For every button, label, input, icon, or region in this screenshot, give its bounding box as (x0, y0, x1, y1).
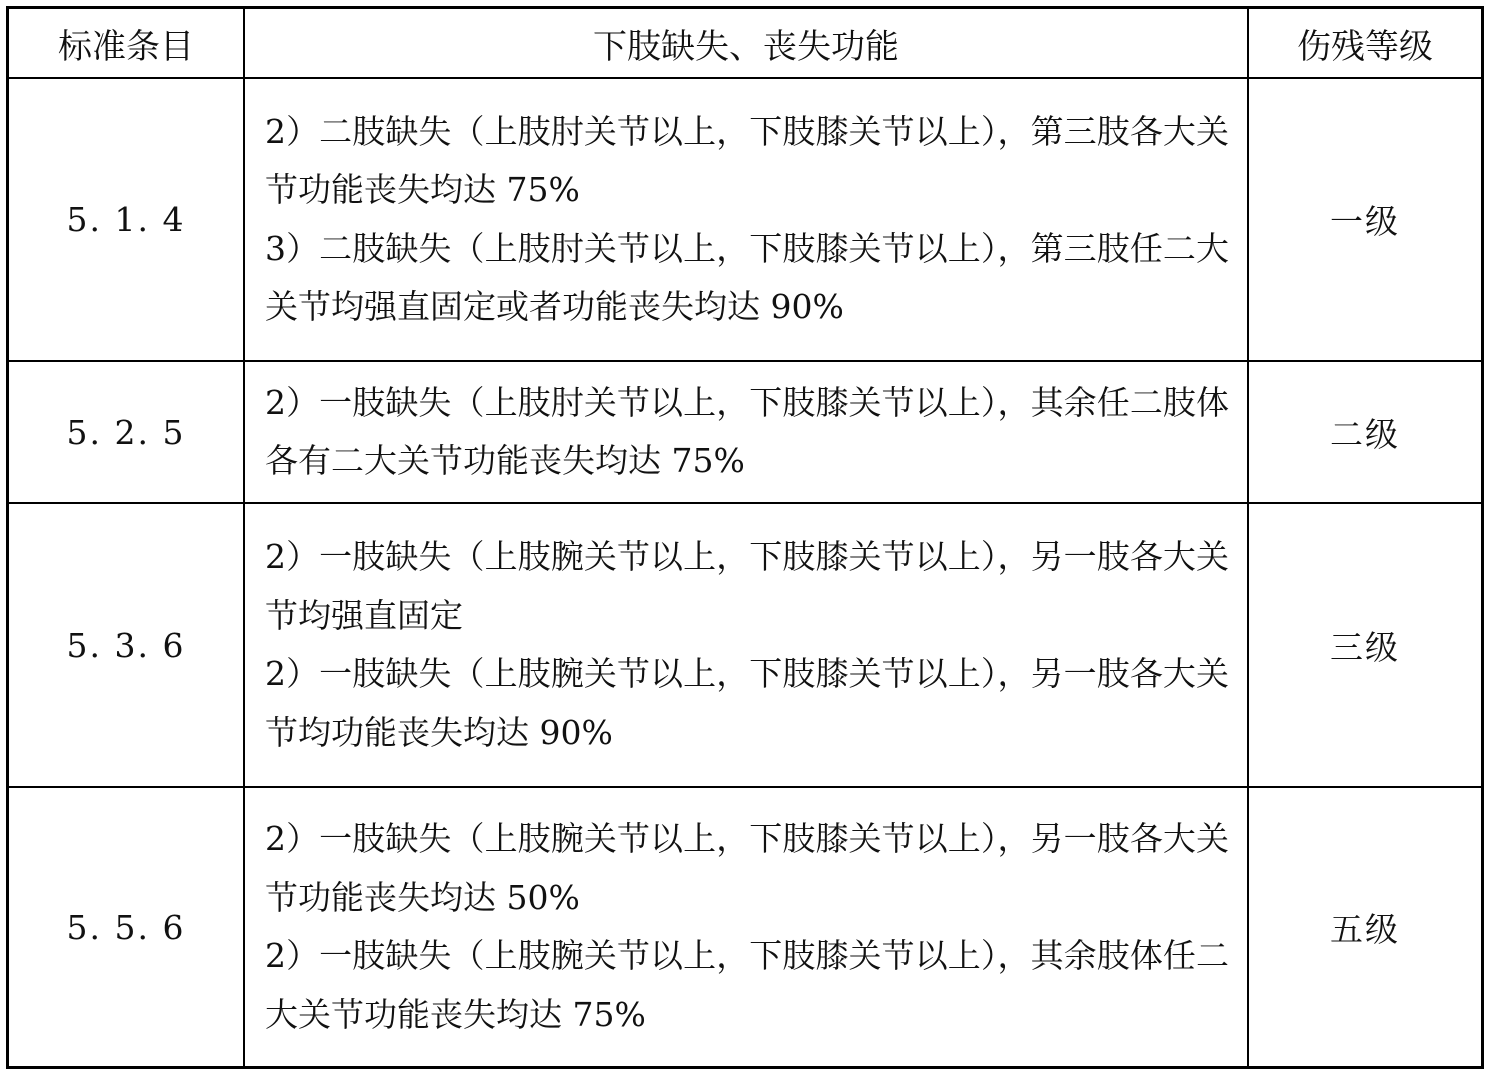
disability-table-container (6, 6, 1484, 1069)
row-description (244, 78, 1248, 361)
table-row (9, 78, 1481, 361)
row-code: 5. 5. 6 (9, 787, 244, 1066)
row-grade: 一级 (1248, 78, 1481, 361)
description-item: 2）一肢缺失（上肢腕关节以上，下肢膝关节以上），其余肢体任二大关节功能丧失均达 75% (265, 936, 1229, 1034)
description-item: 2）一肢缺失（上肢腕关节以上，下肢膝关节以上），另一肢各大关节均强直固定 (265, 537, 1229, 635)
table-row (9, 503, 1481, 787)
description-item: 2）一肢缺失（上肢腕关节以上，下肢膝关节以上），另一肢各大关节功能丧失均达 50% (265, 819, 1229, 917)
row-grade: 五级 (1248, 787, 1481, 1066)
description-item: 2）二肢缺失（上肢肘关节以上，下肢膝关节以上），第三肢各大关节功能丧失均达 75% (265, 111, 1229, 209)
row-description (244, 361, 1248, 503)
row-code: 5. 2. 5 (9, 361, 244, 503)
header-grade: 伤残等级 (1248, 9, 1481, 78)
table-row (9, 787, 1481, 1066)
table-row (9, 361, 1481, 503)
row-grade: 二级 (1248, 361, 1481, 503)
disability-grade-table (9, 9, 1481, 1066)
row-grade: 三级 (1248, 503, 1481, 787)
description-item: 2）一肢缺失（上肢腕关节以上，下肢膝关节以上），另一肢各大关节均功能丧失均达 90% (265, 654, 1229, 752)
header-standard-item: 标准条目 (9, 9, 244, 78)
table-header-row (9, 9, 1481, 78)
row-code: 5. 3. 6 (9, 503, 244, 787)
header-description: 下肢缺失、丧失功能 (244, 9, 1248, 78)
row-description (244, 787, 1248, 1066)
row-description (244, 503, 1248, 787)
description-item: 3）二肢缺失（上肢肘关节以上，下肢膝关节以上），第三肢任二大关节均强直固定或者功能丧失均达 90% (265, 228, 1229, 326)
row-code: 5. 1. 4 (9, 78, 244, 361)
description-item: 2）一肢缺失（上肢肘关节以上，下肢膝关节以上），其余任二肢体各有二大关节功能丧失均达 75% (265, 382, 1229, 480)
